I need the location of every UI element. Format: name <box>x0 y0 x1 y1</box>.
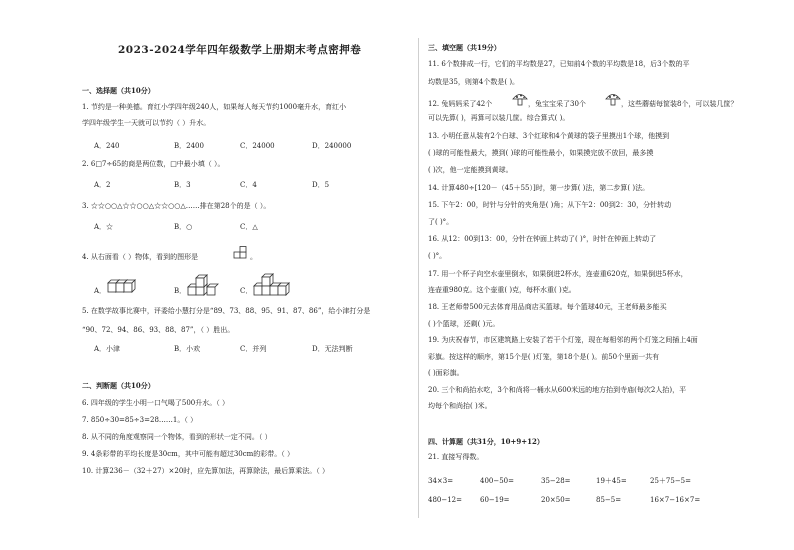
q18-line2: ( )个篮球，还剩( )元。 <box>428 320 500 328</box>
right-column <box>428 0 748 550</box>
calc-item: 19＋45= <box>596 477 627 485</box>
q4-end: 。 <box>250 253 257 261</box>
calc-item: 35−28= <box>541 477 571 485</box>
q5-option-c: C．并列 <box>240 345 267 353</box>
q2-option-a: A．2 <box>94 181 111 189</box>
q3-option-c: C．△ <box>240 223 258 231</box>
q2-text: 2. 6□7÷65的商是两位数，□中最小填（ ）。 <box>82 160 225 168</box>
q1-option-b: B．2400 <box>174 142 204 150</box>
q5-option-b: B．小欢 <box>174 345 201 353</box>
q4-option-c-cubes <box>252 270 292 298</box>
q19-line2: 彩旗。按这样的顺序，第15个是( )灯笼，第18个是( )。前50个里面一共有 <box>428 353 660 361</box>
section-calc-header: 四、计算题（共31分，10+9+12） <box>428 437 544 446</box>
q15-line2: 了( )°。 <box>428 218 454 226</box>
section-fill-header: 三、填空题（共19分） <box>428 43 501 52</box>
calc-item: 60−19= <box>480 496 510 504</box>
q15-line1: 15. 下午2：00，时针与分针的夹角是( )角；从下午2：00到2：30，分针转动 <box>428 201 672 209</box>
q12-part-a: 12. 兔妈妈采了42个 <box>428 100 493 108</box>
q2-option-c: C．4 <box>240 181 257 189</box>
q3-option-b: B．○ <box>174 223 193 231</box>
section-choice-header: 一、选择题（共10分） <box>82 86 155 95</box>
calc-item: 34×3= <box>428 477 454 485</box>
q2-option-b: B．3 <box>174 181 191 189</box>
q3-text: 3. ☆☆○○△☆☆○○△☆☆○○△……排在第28个的是（ ）。 <box>82 202 271 210</box>
q5-option-d: D．无法判断 <box>312 345 353 353</box>
judge-item: 8. 从不同的角度观察同一个物体，看到的形状一定不同。（ ） <box>82 433 272 441</box>
q1-line2: 学四年级学生一天就可以节约（ ）升水。 <box>82 119 211 127</box>
mushroom-icon <box>605 92 621 106</box>
q18-line1: 18. 王老师带500元去体育用品商店买篮球。每个篮球40元，王老师最多能买 <box>428 303 667 311</box>
q12-part-c: ，这些蘑菇每筐装8个，可以装几筐？ <box>621 100 738 108</box>
q11-line1: 11. 6个数排成一行，它们的平均数是27，已知前4个数的平均数是18，后3个数的平 <box>428 60 690 68</box>
q5-line1: 5. 在数学故事比赛中，评委给小慧打分是“89、73、88、95、91、87、86”，给小津打分是 <box>82 307 371 315</box>
judge-item: 9. 4条彩带的平均长度是30cm，其中可能有超过30cm的彩带。（ ） <box>82 450 295 458</box>
q19-line3: ( )面彩旗。 <box>428 369 464 377</box>
q1-option-a: A．240 <box>94 142 120 150</box>
q4-option-a: A． <box>94 287 107 295</box>
q2-option-d: D．5 <box>312 181 330 189</box>
q20-line1: 20. 三个和尚抬水吃，3个和尚将一桶水从600米远的地方抬到寺庙(每次2人抬)，平 <box>428 386 687 394</box>
judge-item: 6. 四年级的学生小明一口气喝了500升水。（ ） <box>82 399 229 407</box>
left-column <box>82 0 412 550</box>
q3-option-a: A．☆ <box>94 223 114 231</box>
q14-text: 14. 计算480÷[120－（45＋55）]时，第一步算( )法，第二步算( )法。 <box>428 184 650 192</box>
calc-item: 480−12= <box>428 496 462 504</box>
mushroom-icon <box>512 92 528 106</box>
page-title: 2023-2024学年四年级数学上册期末考点密押卷 <box>118 44 362 56</box>
q12-rest: 可以先算( )，再算可以装几筐。综合算式( )。 <box>428 114 570 122</box>
q13-line1: 13. 小明任意从装有2个白球、3个红球和4个黄球的袋子里摸出1个球，他摸到 <box>428 132 670 140</box>
q1-option-c: C．24000 <box>240 142 275 150</box>
q16-line2: ( )°。 <box>428 252 447 260</box>
calc-item: 16×7−16×7= <box>650 496 701 504</box>
q4-option-c: C． <box>240 287 253 295</box>
q11-line2: 均数是35，则第4个数是( )。 <box>428 78 520 86</box>
q13-line2: ( )球的可能性最大，摸到( )球的可能性最小，如果摸完放不放回，最多摸 <box>428 149 654 157</box>
q17-line2: 连壶重980克。这个壶重( )克，每杯水重( )克。 <box>428 286 576 294</box>
q4-option-b-cubes <box>186 272 220 298</box>
q12-part-b: ，兔宝宝采了30个 <box>528 100 586 108</box>
q4-option-a-cubes <box>106 274 142 296</box>
q20-line2: 均每个和尚抬( )米。 <box>428 402 492 410</box>
column-divider <box>418 38 419 518</box>
q5-line2: “90、72、94、86、93、88、87”，（ ）胜出。 <box>82 326 235 334</box>
q1-line1: 1. 节约是一种美德。育红小学四年级240人，如果每人每天节约1000毫升水，育红小 <box>82 103 347 111</box>
q17-line1: 17. 用一个杯子向空水壶里倒水，如果倒进2杯水，连壶重620克，如果倒进5杯水， <box>428 270 688 278</box>
q21-sub: 21. 直接写得数。 <box>428 453 484 461</box>
judge-item: 10. 计算236－（32＋27）×20时，应先算加法，再算除法，最后算乘法。（ ） <box>82 467 330 475</box>
judge-item: 7. 850÷30=85÷3=28……1。（ ） <box>82 416 198 424</box>
q19-line1: 19. 为庆祝春节，市区建筑路上安装了若干个灯笼，现在每相邻的两个灯笼之间插上4面 <box>428 336 698 344</box>
q13-line3: ( )次，他一定能摸到黄球。 <box>428 166 513 174</box>
calc-item: 400−50= <box>480 477 514 485</box>
q4-option-b: B． <box>174 287 187 295</box>
section-judge-header: 二、判断题（共10分） <box>82 381 155 390</box>
calc-item: 85−5= <box>596 496 622 504</box>
q4-text: 4. 从右面看（ ）物体，看到的图形是 <box>82 253 199 261</box>
q1-option-d: D．240000 <box>312 142 352 150</box>
q16-line1: 16. 从12：00到13：00，分针在钟面上转动了( )°，时针在钟面上转动了 <box>428 235 657 243</box>
q4-view-figure <box>233 246 249 262</box>
calc-item: 20×50= <box>541 496 571 504</box>
calc-item: 25＋75−5= <box>650 477 691 485</box>
q5-option-a: A．小津 <box>94 345 121 353</box>
